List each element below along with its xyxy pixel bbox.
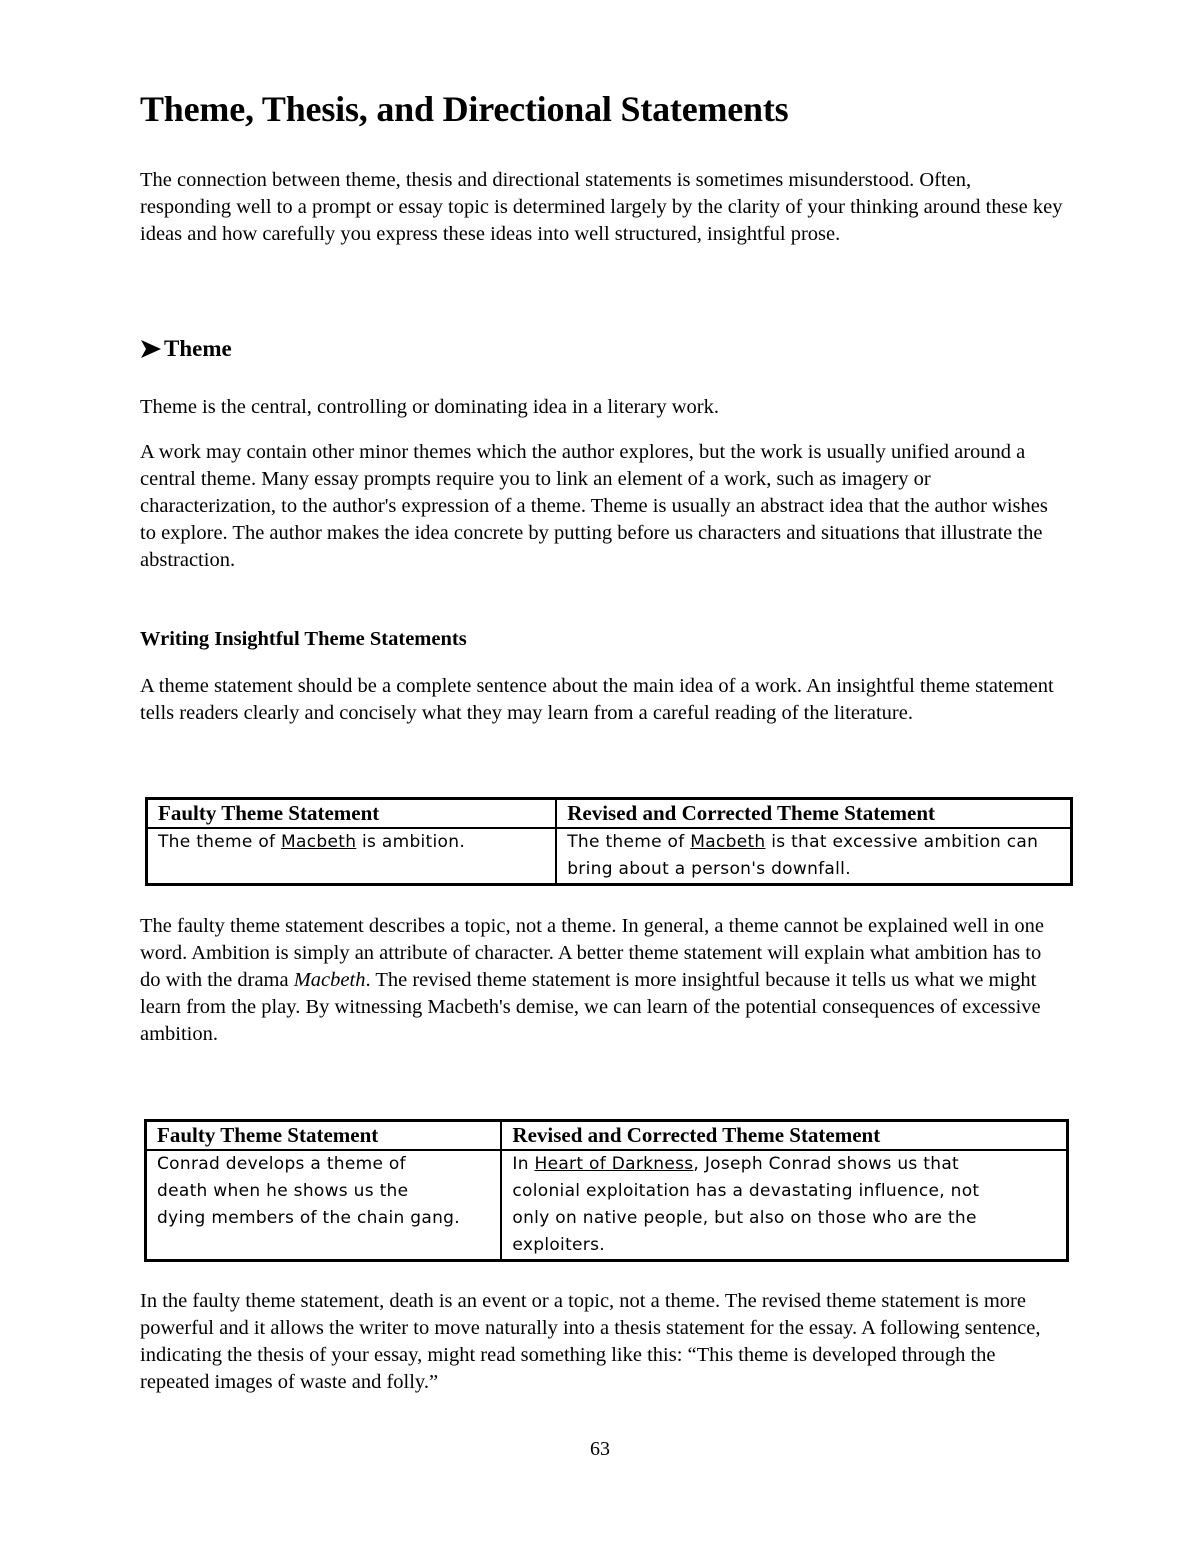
faulty-statement-cell: The theme of Macbeth is ambition. — [147, 828, 557, 885]
faulty-statement-cell: Conrad develops a theme of death when he shows us the dying members of the chain gang. — [146, 1150, 502, 1261]
theme-explanation: A work may contain other minor themes which the author explores, but the work is usually unified around a central theme. Many essay prompts require you to link an element of a work, such as imagery or characterization, to the author's expression of a theme. Theme is usually an abstract idea that the author wishes to explore. The author makes the idea concrete by putting before us characters and situations that illustrate the abstraction. — [140, 441, 1048, 571]
table-header-faulty: Faulty Theme Statement — [146, 1121, 502, 1151]
page-title: Theme, Thesis, and Directional Statements — [140, 89, 789, 129]
arrowhead-bullet-icon — [140, 338, 162, 360]
page-number: 63 — [590, 1438, 610, 1460]
intro-paragraph: The connection between theme, thesis and directional statements is sometimes misunderstood. Often, responding well to a prompt or essay topic is determined largely by the clarity of your thinking around these key ideas and how carefully you express these ideas into well structured, insightful prose. — [140, 169, 1063, 245]
work-title: Heart of Darkness — [534, 1154, 694, 1174]
theme-heading — [140, 336, 232, 362]
table-header-row — [146, 1121, 1068, 1151]
table-header-row — [147, 799, 1072, 829]
table-row — [146, 1150, 1068, 1261]
heart-of-darkness-analysis-paragraph: In the faulty theme statement, death is an event or a topic, not a theme. The revised theme statement is more powerful and it allows the writer to move naturally into a thesis statement for the essay. A following sentence, indicating the thesis of your essay, might read something like this: “This theme is developed through the repeated images of waste and folly.” — [140, 1290, 1041, 1393]
theme-heading-label: Theme — [164, 336, 232, 361]
writing-heading: Writing Insightful Theme Statements — [140, 628, 467, 650]
writing-intro: A theme statement should be a complete sentence about the main idea of a work. An insightful theme statement tells readers clearly and concisely what they may learn from a careful reading of the literature. — [140, 675, 1054, 724]
table-header-revised: Revised and Corrected Theme Statement — [501, 1121, 1067, 1151]
theme-table-heart-of-darkness — [144, 1119, 1069, 1262]
work-title: Macbeth — [293, 969, 366, 991]
table-header-faulty: Faulty Theme Statement — [147, 799, 557, 829]
revised-statement-cell: In Heart of Darkness, Joseph Conrad shows us that colonial exploitation has a devastating influence, not only on native people, but also on those who are the exploiters. — [501, 1150, 1067, 1261]
work-title: Macbeth — [281, 832, 357, 852]
table-row — [147, 828, 1072, 885]
revised-statement-cell: The theme of Macbeth is that excessive ambition can bring about a person's downfall. — [556, 828, 1071, 885]
macbeth-analysis-paragraph: The faulty theme statement describes a topic, not a theme. In general, a theme cannot be explained well in one word. Ambition is simply an attribute of character. A better theme statement will explain what ambition has to do with the drama Macbeth. The revised theme statement is more insightful because it tells us what we might learn from the play. By witnessing Macbeth's demise, we can learn of the potential consequences of excessive ambition. — [140, 915, 1044, 1045]
work-title: Macbeth — [690, 832, 766, 852]
theme-table-macbeth — [145, 797, 1073, 886]
table-header-revised: Revised and Corrected Theme Statement — [556, 799, 1071, 829]
theme-definition: Theme is the central, controlling or dominating idea in a literary work. — [140, 396, 719, 418]
